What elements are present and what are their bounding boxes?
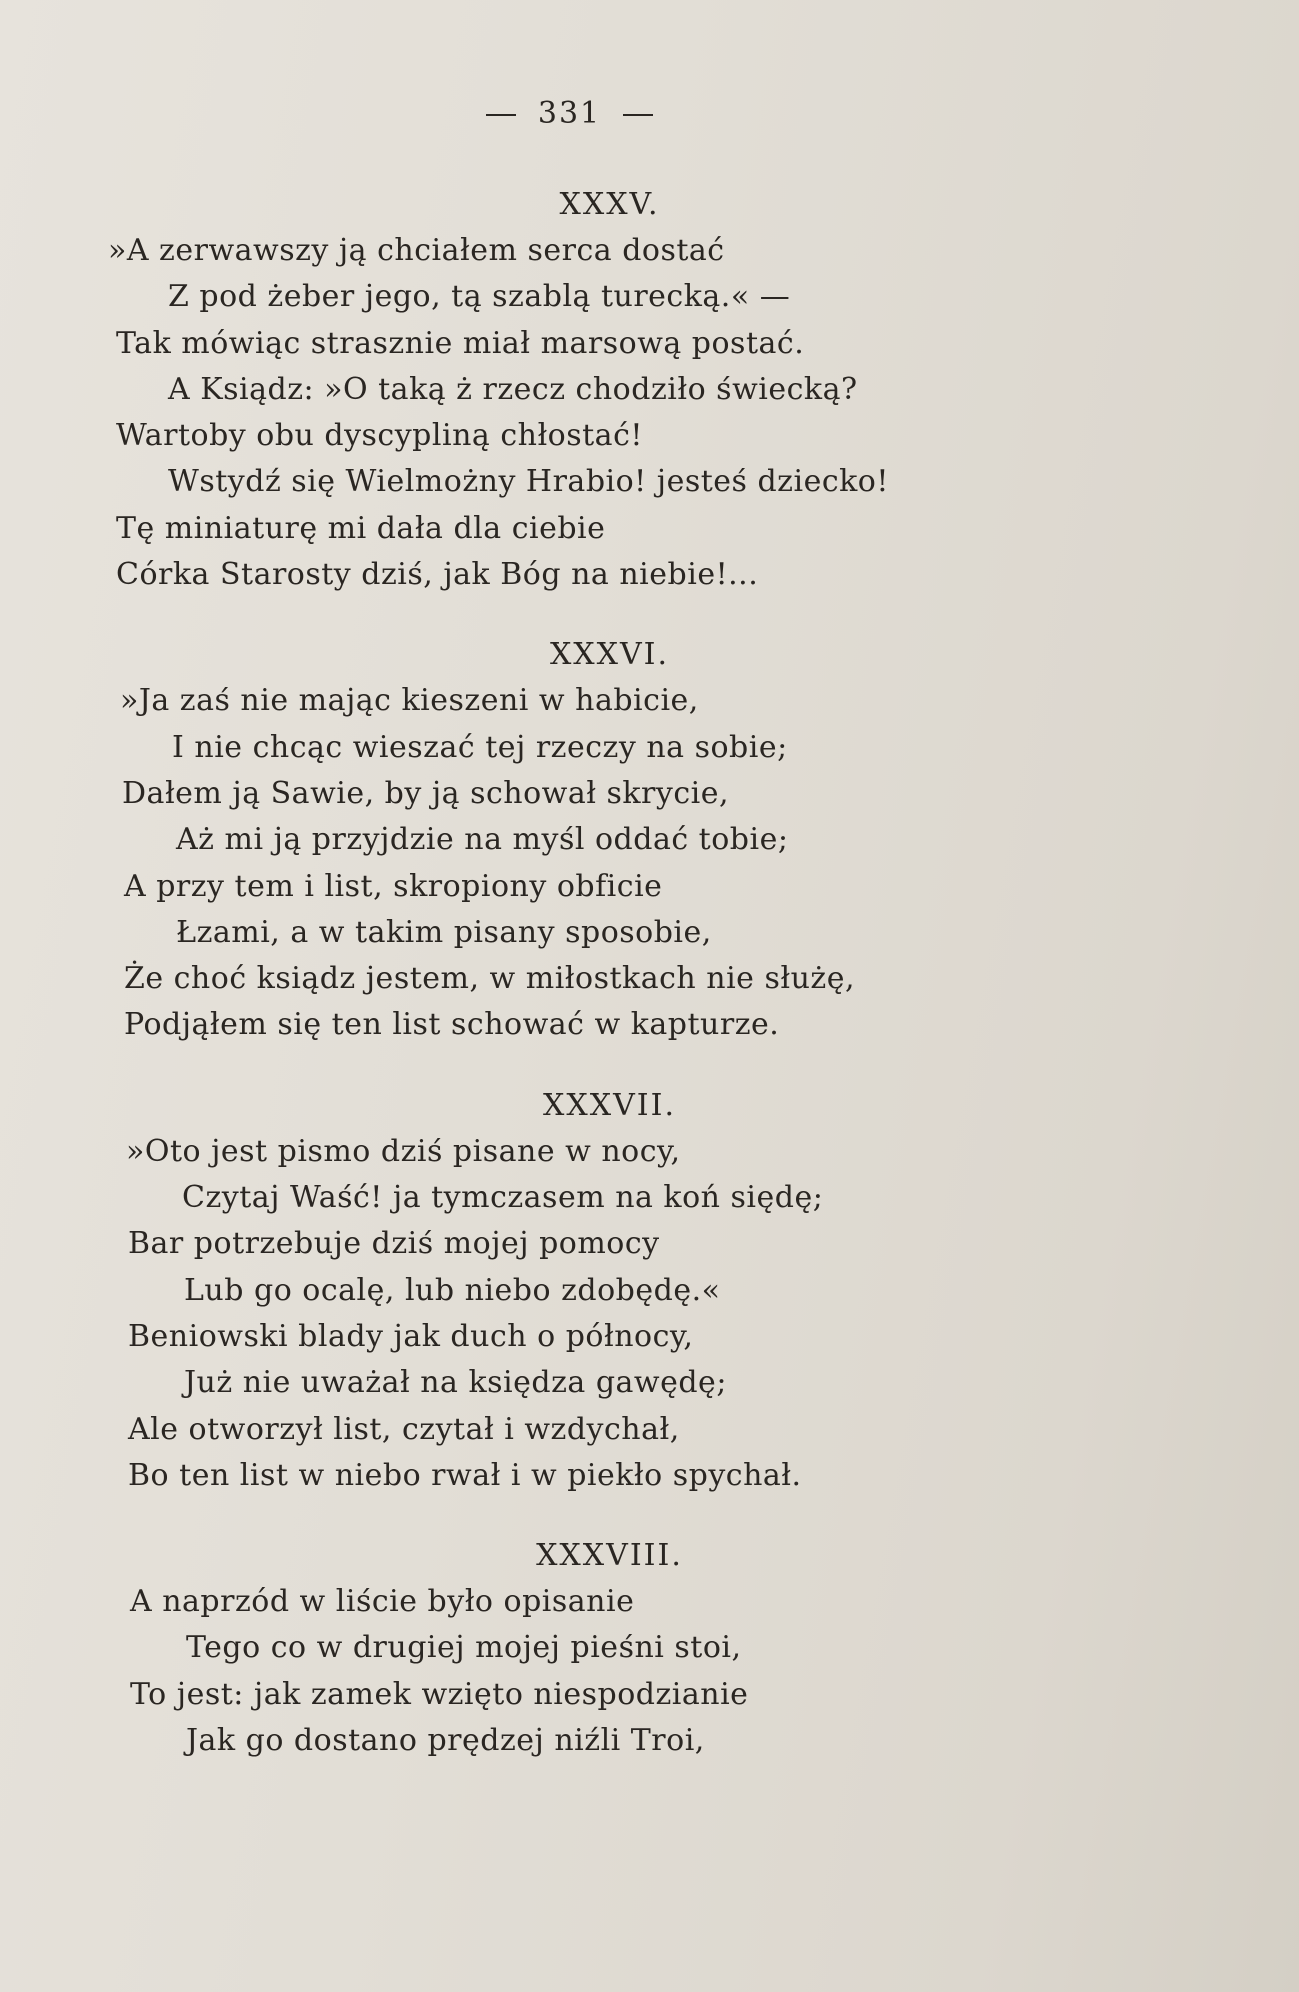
verse-line: »A zerwawszy ją chciałem serca dostać — [108, 233, 725, 268]
stanza-title: XXXVI. — [549, 637, 670, 673]
verse-line: Z pod żeber jego, tą szablą turecką.« — — [168, 279, 791, 315]
stanza-gap — [0, 598, 1299, 632]
page-number: 331 — [537, 96, 602, 131]
verse-line: Tego co w drugiej mojej pieśni stoi, — [186, 1630, 742, 1666]
verse-line: Czytaj Waść! ja tymczasem na koń siędę; — [182, 1180, 824, 1216]
verse-line: Bo ten list w niebo rwał i w piekło spychał. — [128, 1457, 802, 1493]
verse-line: To jest: jak zamek wzięto niespodzianie — [130, 1676, 749, 1712]
stanza-36 — [0, 632, 1299, 1048]
verse-line: Dałem ją Sawie, by ją schował skrycie, — [122, 775, 730, 811]
right-dash — [623, 114, 653, 116]
stanza-gap — [0, 1049, 1299, 1083]
verse-line: Aż mi ją przyjdzie na myśl oddać tobie; — [176, 822, 789, 858]
stanza-35 — [0, 182, 1299, 598]
verse-line: Wartoby obu dyscypliną chłostać! — [116, 418, 643, 454]
verse-line: Bar potrzebuje dziś mojej pomocy — [128, 1226, 660, 1262]
stanza-title: XXXV. — [559, 187, 660, 222]
verse-line: A naprzód w liście było opisanie — [130, 1584, 635, 1620]
stanza-title: XXXVIII. — [536, 1538, 683, 1574]
verse-line: Beniowski blady jak duch o północy, — [128, 1318, 694, 1354]
verse-line: Jak go dostano prędzej niźli Troi, — [186, 1723, 705, 1759]
verse-line: »Ja zaś nie mając kieszeni w habicie, — [120, 683, 699, 719]
stanza-gap — [0, 1499, 1299, 1533]
verse-line: Tę miniaturę mi dała dla ciebie — [116, 510, 606, 546]
left-dash — [486, 114, 516, 116]
verse-line: Tak mówiąc strasznie miał marsową postać. — [116, 325, 805, 361]
poem-body — [0, 182, 1299, 1764]
stanza-38 — [0, 1533, 1299, 1764]
page-number-header — [0, 96, 1219, 131]
verse-line: Łzami, a w takim pisany sposobie, — [176, 914, 712, 950]
verse-line: A Ksiądz: »O taką ż rzecz chodziło świecką? — [168, 371, 858, 407]
verse-line: Że choć ksiądz jestem, w miłostkach nie służę, — [124, 961, 856, 997]
verse-line: »Oto jest pismo dziś pisane w nocy, — [126, 1133, 681, 1169]
stanza-title: XXXVII. — [543, 1087, 676, 1123]
verse-line: Ale otworzył list, czytał i wzdychał, — [128, 1411, 680, 1447]
verse-line: Już nie uważał na księdza gawędę; — [184, 1365, 727, 1401]
verse-line: Wstydź się Wielmożny Hrabio! jesteś dziecko! — [168, 464, 889, 500]
verse-line: Podjąłem się ten list schować w kapturze. — [124, 1007, 780, 1043]
verse-line: A przy tem i list, skropiony obficie — [124, 868, 663, 904]
verse-line: Lub go ocalę, lub niebo zdobędę.« — [184, 1272, 721, 1308]
stanza-37 — [0, 1083, 1299, 1499]
verse-line: Córka Starosty dziś, jak Bóg na niebie!... — [116, 557, 759, 593]
verse-line: I nie chcąc wieszać tej rzeczy na sobie; — [172, 729, 788, 765]
